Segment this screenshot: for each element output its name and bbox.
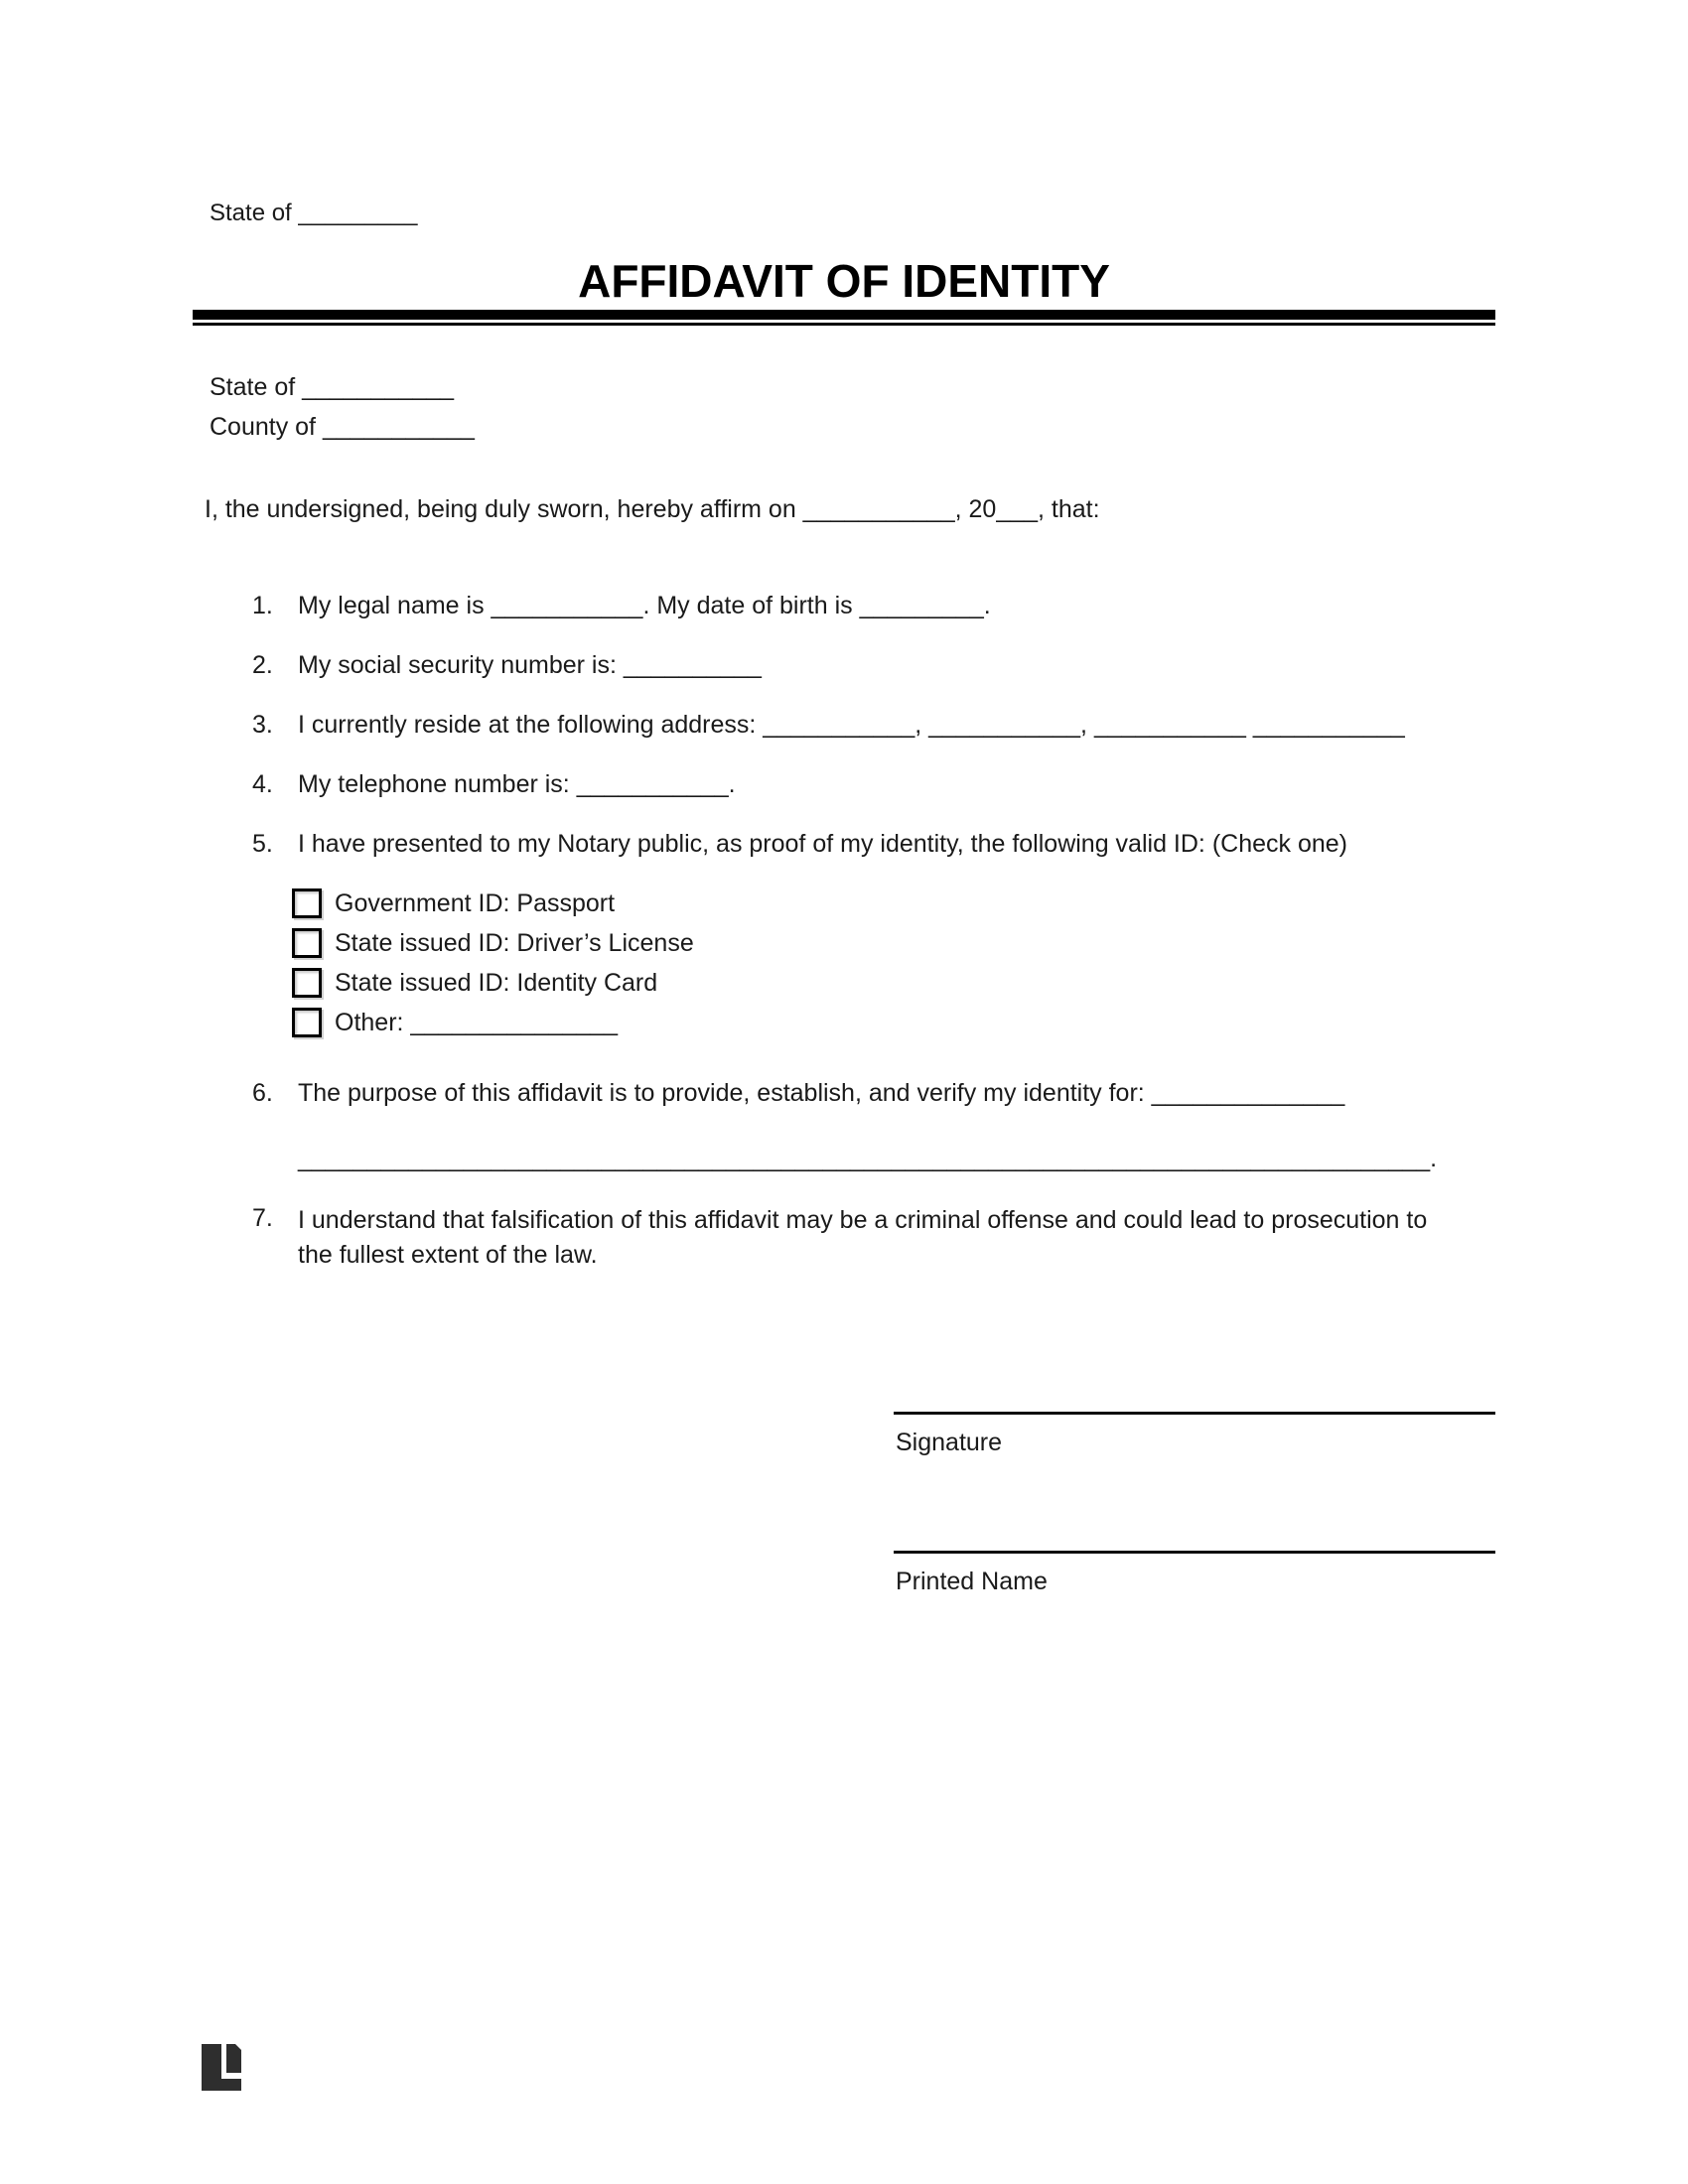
item-text: I have presented to my Notary public, as proof of my identity, the following valid ID: (Check one): [298, 830, 1347, 858]
item-number: 7.: [252, 1204, 273, 1232]
list-item-telephone: [252, 769, 1533, 800]
list-item-address: [252, 710, 1533, 741]
checkbox-identity-card[interactable]: [292, 968, 322, 998]
item-text: The purpose of this affidavit is to provide, establish, and verify my identity for: ______________: [298, 1079, 1345, 1107]
item-number: 4.: [252, 770, 273, 798]
page-title: AFFIDAVIT OF IDENTITY: [578, 255, 1110, 307]
id-option-passport: [292, 888, 615, 918]
item-number: 3.: [252, 711, 273, 739]
checkbox-other[interactable]: [292, 1008, 322, 1037]
checkbox-label: State issued ID: Driver’s License: [335, 928, 694, 957]
item-number: 2.: [252, 651, 273, 679]
checkbox-label: State issued ID: Identity Card: [335, 968, 658, 997]
item-text: I currently reside at the following address: ___________, ___________, ___________ ___________: [298, 711, 1405, 739]
legal-templates-logo-icon: [202, 2044, 241, 2091]
checkbox-label: Other: _______________: [335, 1008, 618, 1036]
title-rule-thick: [193, 310, 1495, 320]
checkbox-label: Government ID: Passport: [335, 888, 616, 917]
purpose-continuation-blank: __________________________________________________________________________________.: [298, 1145, 1438, 1172]
list-item-ssn: [252, 650, 1533, 681]
checkbox-passport[interactable]: [292, 888, 322, 918]
title-rule-thin: [193, 323, 1495, 326]
affirmation-line: I, the undersigned, being duly sworn, hereby affirm on ___________, 20___, that:: [205, 495, 1100, 523]
printed-name-label: Printed Name: [896, 1568, 1048, 1595]
signature-line: [894, 1412, 1495, 1415]
list-item-id-presented: [252, 829, 1533, 860]
header-state-line: State of _________: [210, 200, 418, 226]
id-option-other: [292, 1008, 618, 1037]
venue-state-line: State of ___________: [210, 373, 455, 401]
item-text: I understand that falsification of this affidavit may be a criminal offense and could lead to prosecution to the fullest extent of the law.: [298, 1206, 1428, 1269]
list-item-falsification: [252, 1203, 1430, 1273]
id-option-identity-card: [292, 968, 657, 998]
list-item-legal-name: [252, 591, 1533, 621]
venue-county-line: County of ___________: [210, 413, 475, 441]
item-text: My legal name is ___________. My date of birth is _________.: [298, 592, 991, 619]
list-item-purpose: [252, 1078, 1533, 1109]
signature-label: Signature: [896, 1429, 1003, 1456]
item-text: My telephone number is: ___________.: [298, 770, 736, 798]
item-number: 5.: [252, 830, 273, 858]
printed-name-line: [894, 1551, 1495, 1554]
item-text: My social security number is: __________: [298, 651, 762, 679]
item-number: 6.: [252, 1079, 273, 1107]
id-option-drivers-license: [292, 928, 694, 958]
checkbox-drivers-license[interactable]: [292, 928, 322, 958]
item-number: 1.: [252, 592, 273, 619]
